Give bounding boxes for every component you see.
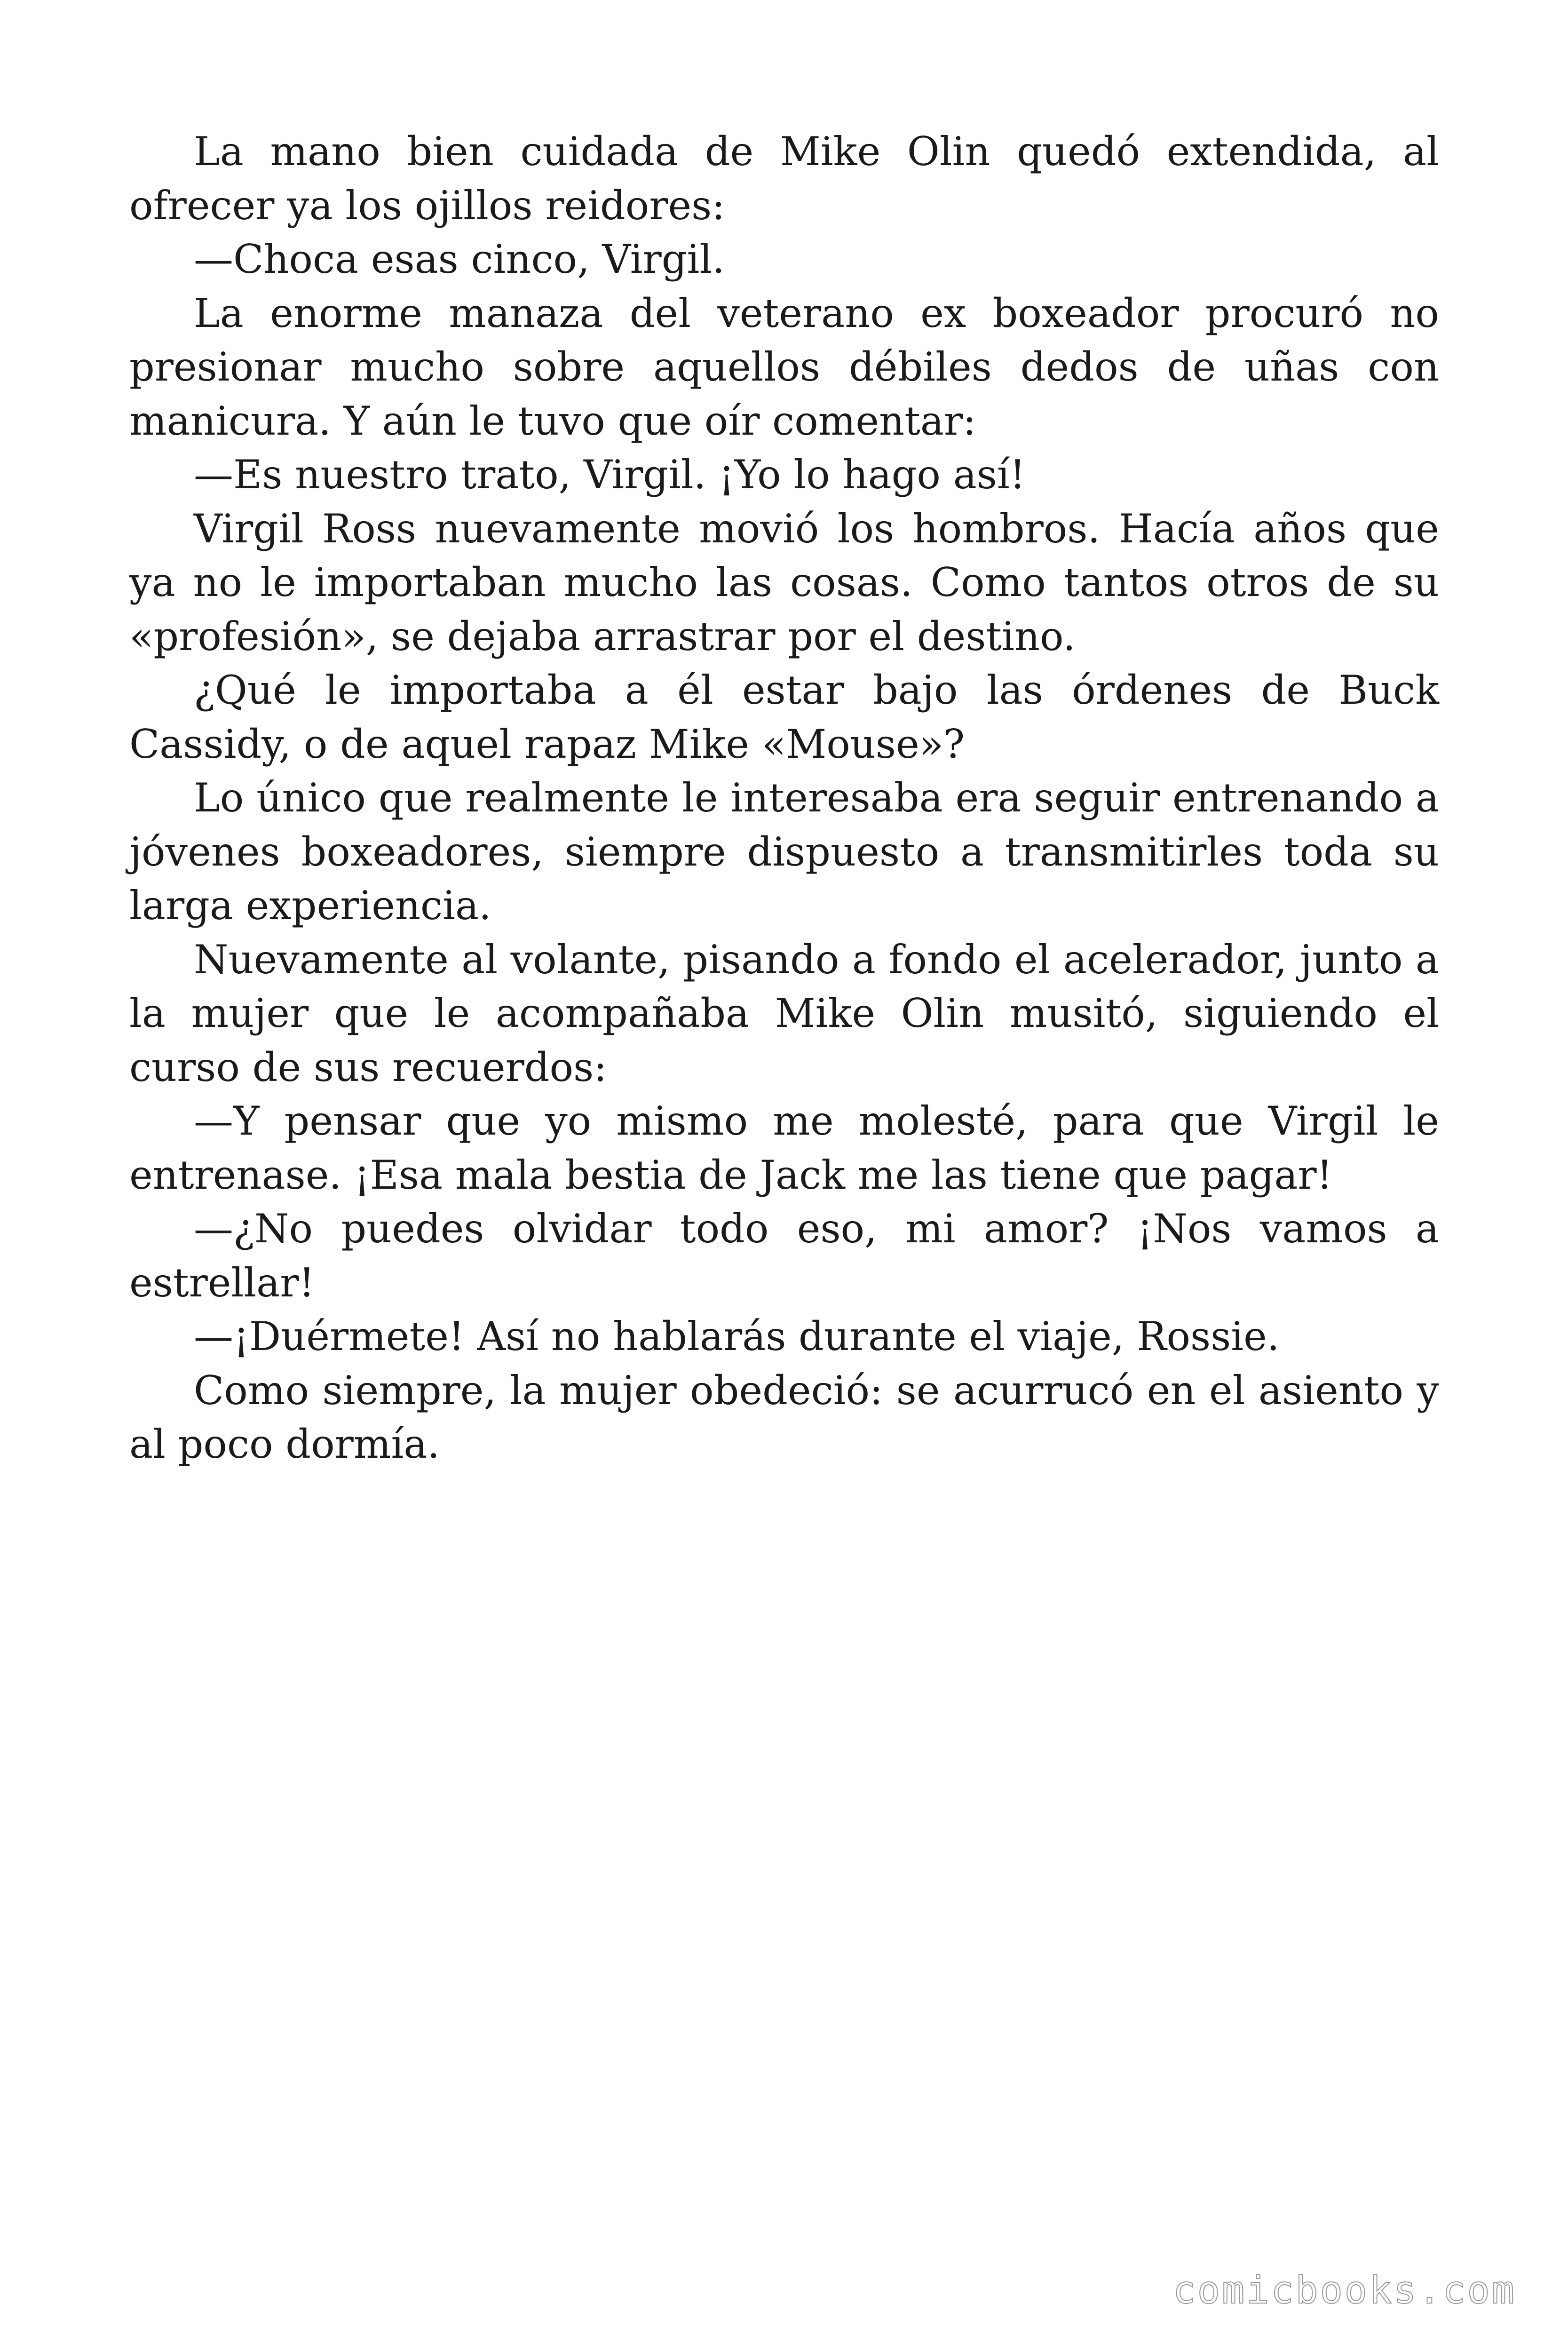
paragraph-2: —Choca esas cinco, Virgil. [194,236,725,282]
paragraph-7: Lo único que realmente le interesaba era seguir entrenando a jóvenes boxeadores, siempre dispuesto a transmitirles toda su larga experiencia. [129,775,1439,929]
paragraph-11: —¡Duérmete! Así no hablarás durante el viaje, Rossie. [194,1313,1280,1359]
paragraph-1: La mano bien cuidada de Mike Olin quedó extendida, al ofrecer ya los ojillos reidores: [129,128,1439,229]
paragraph-12: Como siempre, la mujer obedeció: se acurrucó en el asiento y al poco dormía. [129,1367,1439,1467]
paragraph-10: —¿No puedes olvidar todo eso, mi amor? ¡Nos vamos a estrellar! [129,1206,1439,1306]
watermark-text: comicbooks.com [1172,2268,1516,2312]
paragraph-3: La enorme manaza del veterano ex boxeador procuró no presionar mucho sobre aquellos débiles dedos de uñas con manicura. Y aún le tuvo que oír comentar: [129,290,1439,444]
paragraph-8: Nuevamente al volante, pisando a fondo el acelerador, junto a la mujer que le acompañaba Mike Olin musitó, siguiendo el curso de sus recuerdos: [129,936,1439,1090]
paragraph-4: —Es nuestro trato, Virgil. ¡Yo lo hago así! [194,452,1026,498]
body-text [129,125,1439,1471]
paragraph-9: —Y pensar que yo mismo me molesté, para que Virgil le entrenase. ¡Esa mala bestia de Jack me las tiene que pagar! [129,1098,1439,1198]
paragraph-5: Virgil Ross nuevamente movió los hombros. Hacía años que ya no le importaban mucho las cosas. Como tantos otros de su «profesión», se dejaba arrastrar por el destino. [129,505,1439,660]
paragraph-6: ¿Qué le importaba a él estar bajo las órdenes de Buck Cassidy, o de aquel rapaz Mike «Mouse»? [129,667,1439,767]
